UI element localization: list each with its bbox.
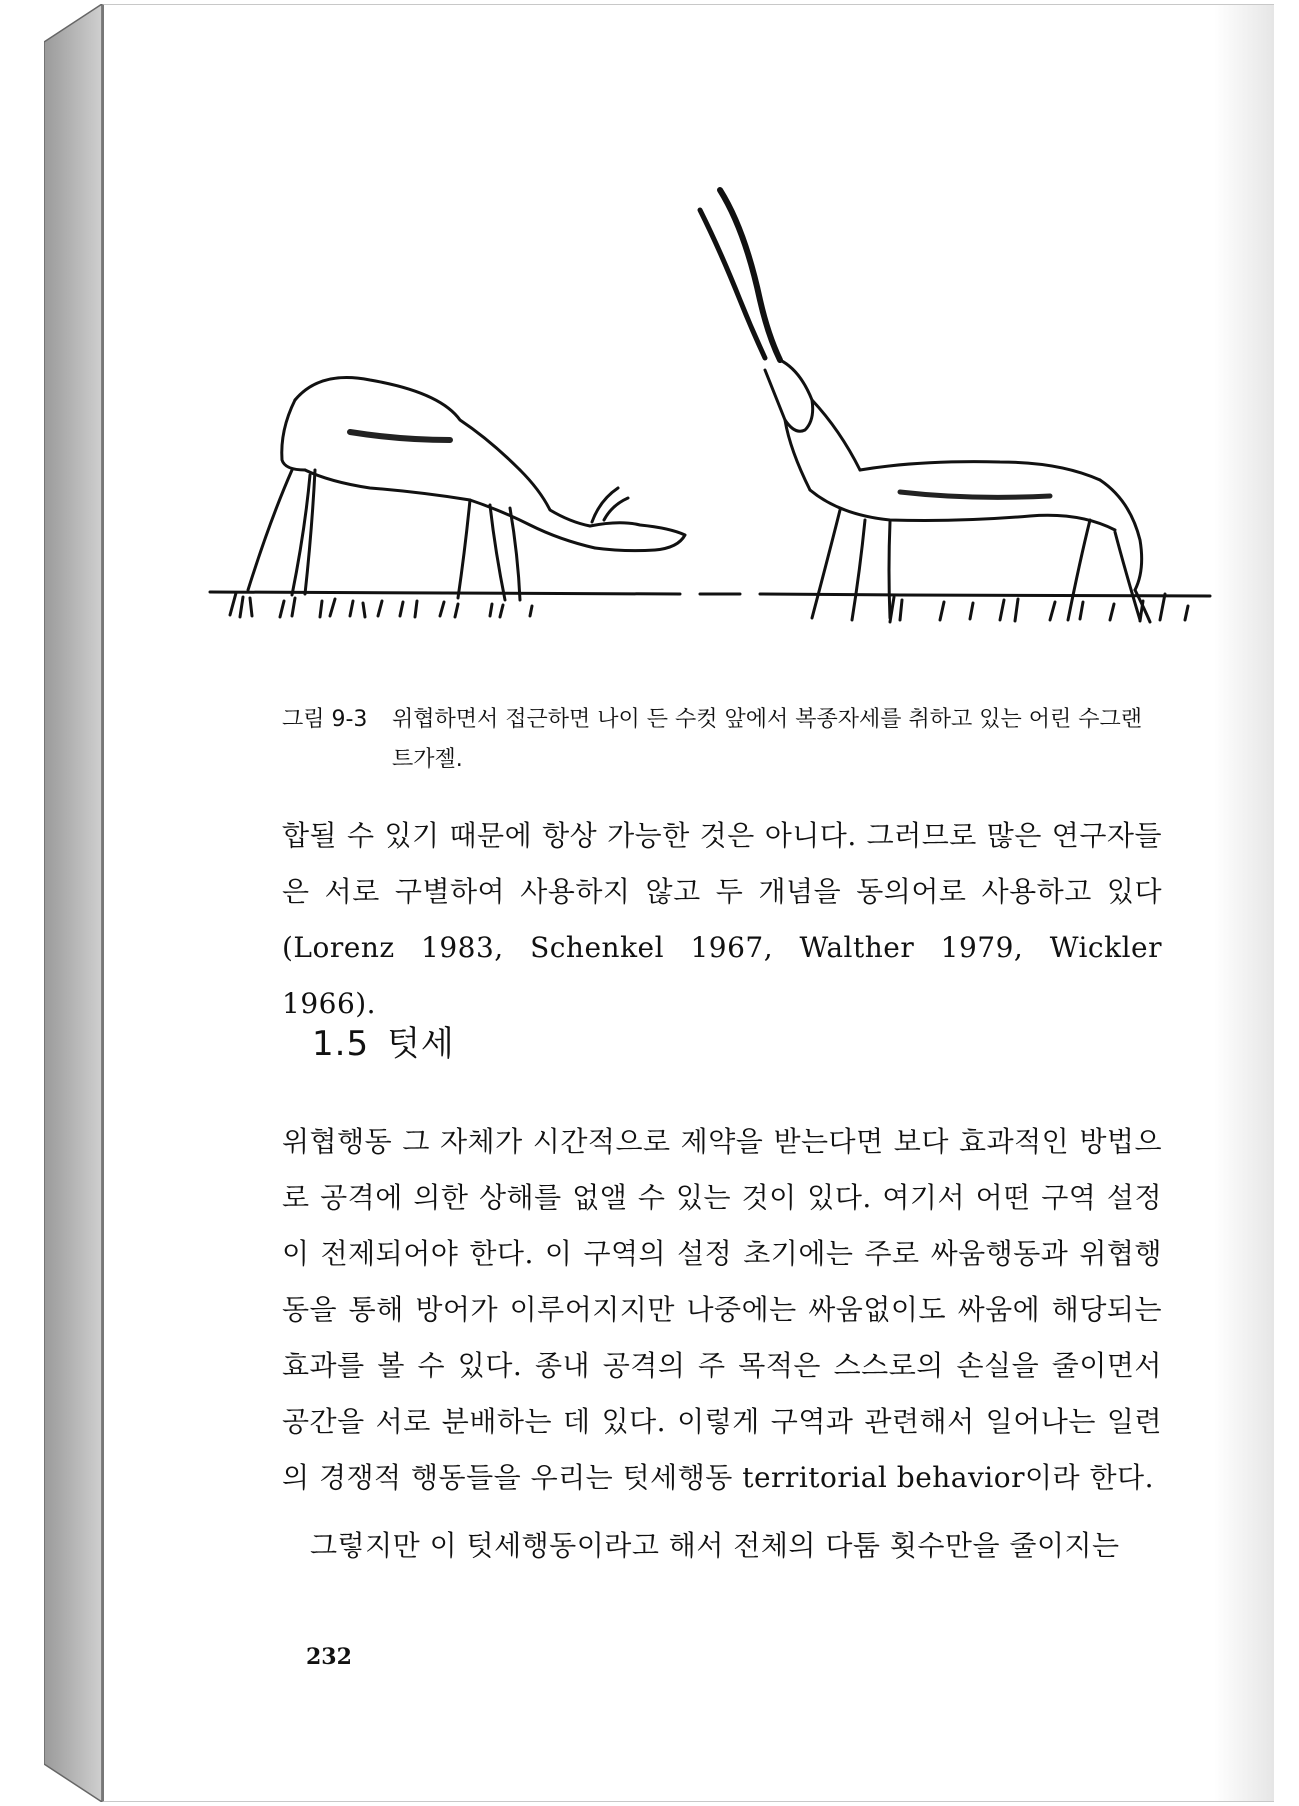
- section-title: 텃세: [387, 1024, 455, 1064]
- paragraph-1: 합될 수 있기 때문에 항상 가능한 것은 아니다. 그러므로 많은 연구자들은 서로 구별하여 사용하지 않고 두 개념을 동의어로 사용하고 있다(Lorenz 1983, Schenkel 1967, Walther 1979, Wickler 1966).: [282, 819, 1162, 1020]
- paragraph-2: 위협행동 그 자체가 시간적으로 제약을 받는다면 보다 효과적인 방법으로 공격에 의한 상해를 없앨 수 있는 것이 있다. 여기서 어떤 구역 설정이 전제되어야 한다. 이 구역의 설정 초기에는 주로 싸움행동과 위협행동을 통해 방어가 이루어지지만 나중에는 싸움없이도 싸움에 해당되는 효과를 볼 수 있다. 종내 공격의 주 목적은 스스로의 손실을 줄이면서 공간을 서로 분배하는 데 있다. 이렇게 구역과 관련해서 일어나는 일련의 경쟁적 행동들을 우리는 텃세행동 territorial behavior이라 한다.: [282, 1125, 1162, 1494]
- section-number: 1.5: [312, 1024, 370, 1064]
- gazelle-illustration: [200, 170, 1220, 670]
- book-edge: [44, 4, 104, 1802]
- caption-text: 위협하면서 접근하면 나이 든 수컷 앞에서 복종자세를 취하고 있는 어린 수그랜트가젤.: [392, 707, 1142, 772]
- page-number: 232: [306, 1644, 352, 1670]
- paragraph-3: 그렇지만 이 텃세행동이라고 해서 전체의 다툼 횟수만을 줄이지는: [310, 1529, 1120, 1562]
- section-heading: [312, 1016, 455, 1065]
- figure-caption: [282, 700, 1162, 780]
- caption-label: 그림 9-3: [282, 707, 368, 732]
